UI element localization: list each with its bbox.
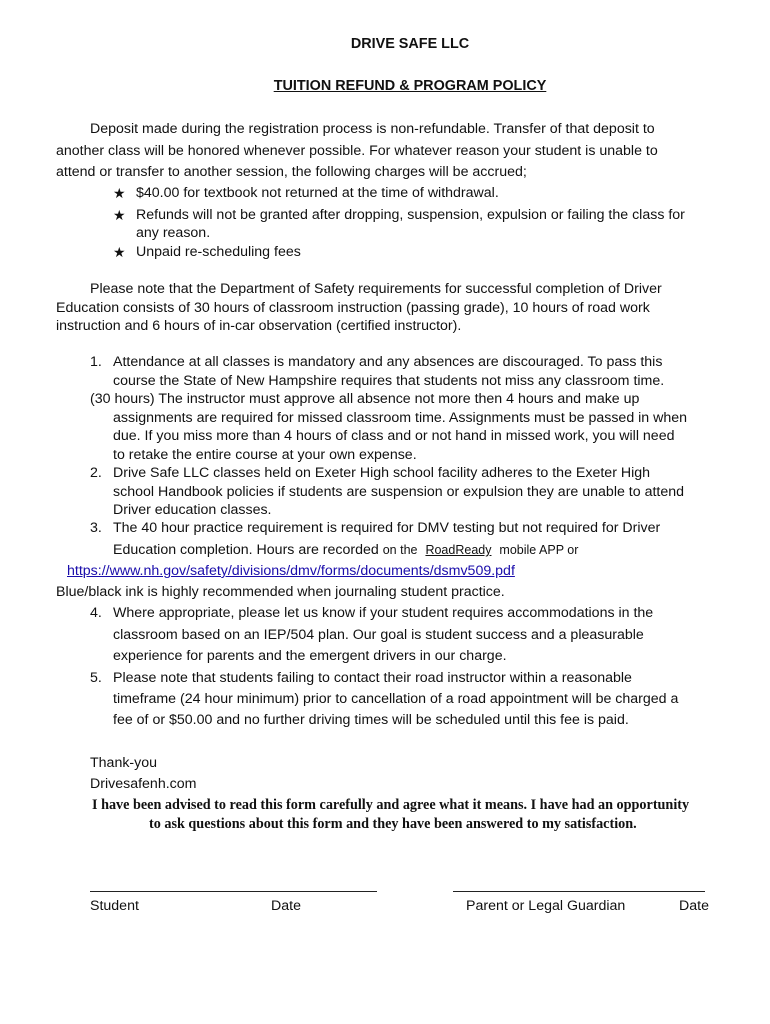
charge-item-refunds-cont: any reason. (136, 225, 211, 241)
item-5-line-2: timeframe (24 hour minimum) prior to cancellation of a road appointment will be charged a (113, 691, 679, 707)
student-label: Student (90, 898, 139, 914)
item-2-line-2: school Handbook policies if students are suspension or expulsion they are unable to attend (113, 484, 685, 500)
charge-item-textbook: $40.00 for textbook not returned at the time of withdrawal. (136, 185, 499, 201)
item-1-line-1: Attendance at all classes is mandatory and any absences are discouraged. To pass this (113, 354, 663, 370)
acknowledgement-line-2: to ask questions about this form and they have been answered to my satisfaction. (149, 816, 637, 832)
item-5-line-1: Please note that students failing to contact their road instructor within a reasonable (113, 670, 632, 686)
company-name: DRIVE SAFE LLC (350, 36, 470, 52)
guardian-label: Parent or Legal Guardian (466, 898, 626, 914)
deposit-line-3: attend or transfer to another session, the following charges will be accrued; (56, 164, 527, 180)
student-date-label: Date (271, 898, 301, 914)
item-4-line-1: Where appropriate, please let us know if your student requires accommodations in the (113, 605, 654, 621)
charge-item-refunds: Refunds will not be granted after dropping, suspension, expulsion or failing the class for (136, 207, 685, 223)
item-number-1: 1. (90, 354, 102, 370)
item-2-line-1: Drive Safe LLC classes held on Exeter High school facility adheres to the Exeter High (113, 465, 651, 481)
item-1-line-6: to retake the entire course at your own expense. (113, 447, 417, 463)
item-1-line-2: course the State of New Hampshire requires that students not miss any classroom time. (113, 373, 665, 389)
ink-recommendation: Blue/black ink is highly recommended when journaling student practice. (56, 584, 505, 600)
item-number-2: 2. (90, 465, 102, 481)
document-title (0, 78, 770, 94)
guardian-signature-line[interactable] (453, 891, 705, 892)
requirements-line-1: Please note that the Department of Safety requirements for successful completion of Driver (90, 281, 662, 297)
student-signature-line[interactable] (90, 891, 377, 892)
item-4-line-3: experience for parents and the emergent drivers in our charge. (113, 648, 507, 664)
dmv-form-link[interactable]: https://www.nh.gov/safety/divisions/dmv/forms/documents/dsmv509.pdf (67, 563, 515, 579)
star-bullet-icon: ★ (113, 244, 126, 260)
item-3-line-2 (113, 542, 578, 558)
item-1-line-3: (30 hours) The instructor must approve all absence not more then 4 hours and make up (90, 391, 640, 407)
item-number-3: 3. (90, 520, 102, 536)
roadready-app-name: RoadReady (425, 543, 492, 557)
star-bullet-icon: ★ (113, 185, 126, 201)
item-3-line-1: The 40 hour practice requirement is required for DMV testing but not required for Driver (113, 520, 661, 536)
deposit-line-2: another class will be honored whenever possible. For whatever reason your student is unable to (56, 143, 658, 159)
item-3-on-the: on the (382, 543, 418, 557)
item-number-4: 4. (90, 605, 102, 621)
item-5-line-3: fee of or $50.00 and no further driving times will be scheduled until this fee is paid. (113, 712, 629, 728)
requirements-line-3: instruction and 6 hours of in-car observation (certified instructor). (56, 318, 462, 334)
item-3-line-2-text: Education completion. Hours are recorded (113, 542, 379, 558)
deposit-line-1: Deposit made during the registration process is non-refundable. Transfer of that deposit to (90, 121, 655, 137)
charge-item-rescheduling: Unpaid re-scheduling fees (136, 244, 301, 260)
guardian-date-label: Date (679, 898, 709, 914)
item-2-line-3: Driver education classes. (113, 502, 272, 518)
requirements-line-2: Education consists of 30 hours of classroom instruction (passing grade), 10 hours of road work (56, 300, 650, 316)
acknowledgement-line-1: I have been advised to read this form carefully and agree what it means. I have had an opportunity (92, 797, 690, 813)
item-number-5: 5. (90, 670, 102, 686)
item-1-line-5: due. If you miss more than 4 hours of class and or not hand in missed work, you will need (113, 428, 675, 444)
item-3-mobile-app: mobile APP or (499, 543, 579, 557)
document-title-text: TUITION REFUND & PROGRAM POLICY (273, 78, 547, 94)
item-4-line-2: classroom based on an IEP/504 plan. Our goal is student success and a pleasurable (113, 627, 644, 643)
item-1-line-4: assignments are required for missed classroom time. Assignments must be passed in when (113, 410, 688, 426)
star-bullet-icon: ★ (113, 207, 126, 223)
thank-you: Thank-you (90, 755, 158, 771)
website: Drivesafenh.com (90, 776, 197, 792)
